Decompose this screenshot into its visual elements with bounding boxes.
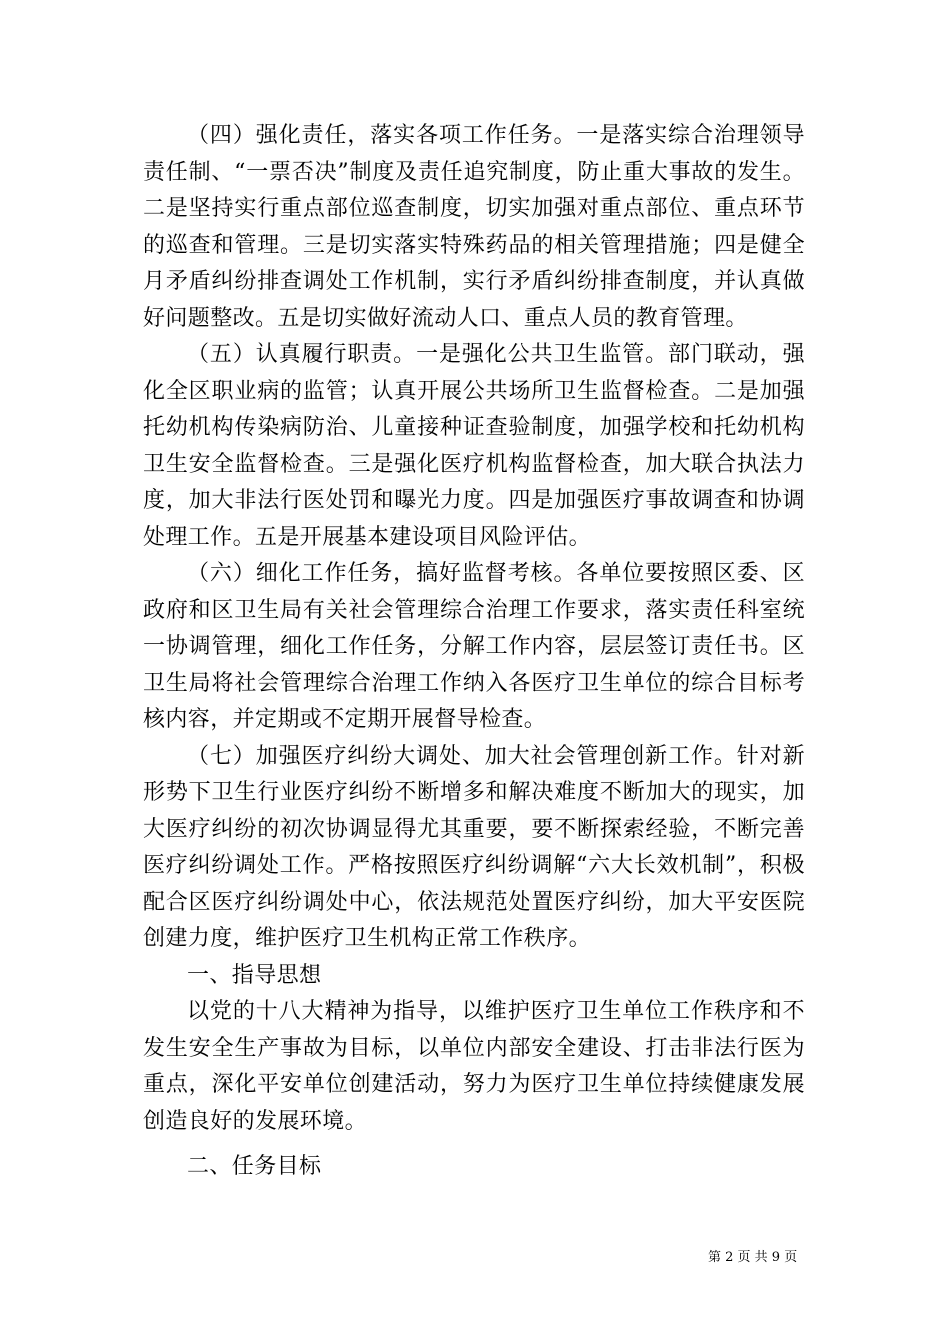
heading-task-goals: 二、任务目标 (187, 1154, 322, 1179)
paragraph-5: （五）认真履行职责。一是强化公共卫生监管。部门联动，强化全区职业病的监管；认真开展公共场所卫生监督检查。二是加强托幼机构传染病防治、儿童接种证查验制度，加强学校和托幼机构卫生安全监督检查。三是强化医疗机构监督检查，加大联合执法力度，加大非法行医处罚和曝光力度。四是加强医疗事故调查和协调处理工作。五是开展基本建设项目风险评估。 (143, 342, 805, 550)
paragraph-guiding-thought: 以党的十八大精神为指导，以维护医疗卫生单位工作秩序和不发生安全生产事故为目标，以单位内部安全建设、打击非法行医为重点，深化平安单位创建活动，努力为医疗卫生单位持续健康发展创造良好的发展环境。 (143, 999, 805, 1134)
paragraph-6: （六）细化工作任务，搞好监督考核。各单位要按照区委、区政府和区卫生局有关社会管理综合治理工作要求，落实责任科室统一协调管理，细化工作任务，分解工作内容，层层签订责任书。区卫生局将社会管理综合治理工作纳入各医疗卫生单位的综合目标考核内容，并定期或不定期开展督导检查。 (143, 561, 805, 732)
paragraph-7: （七）加强医疗纠纷大调处、加大社会管理创新工作。针对新形势下卫生行业医疗纠纷不断增多和解决难度不断加大的现实，加大医疗纠纷的初次协调显得尤其重要，要不断探索经验，不断完善医疗纠纷调处工作。严格按照医疗纠纷调解“六大长效机制”，积极配合区医疗纠纷调处中心，依法规范处置医疗纠纷，加大平安医院创建力度，维护医疗卫生机构正常工作秩序。 (143, 743, 805, 951)
page-number: 第 2 页 共 9 页 (708, 1250, 798, 1265)
paragraph-4: （四）强化责任，落实各项工作任务。一是落实综合治理领导责任制、“一票否决”制度及责任追究制度，防止重大事故的发生。二是坚持实行重点部位巡查制度，切实加强对重点部位、重点环节的巡查和管理。三是切实落实特殊药品的相关管理措施；四是健全月矛盾纠纷排查调处工作机制，实行矛盾纠纷排查制度，并认真做好问题整改。五是切实做好流动人口、重点人员的教育管理。 (143, 123, 805, 331)
heading-guiding-thought: 一、指导思想 (187, 962, 322, 988)
document-body (143, 118, 805, 1186)
